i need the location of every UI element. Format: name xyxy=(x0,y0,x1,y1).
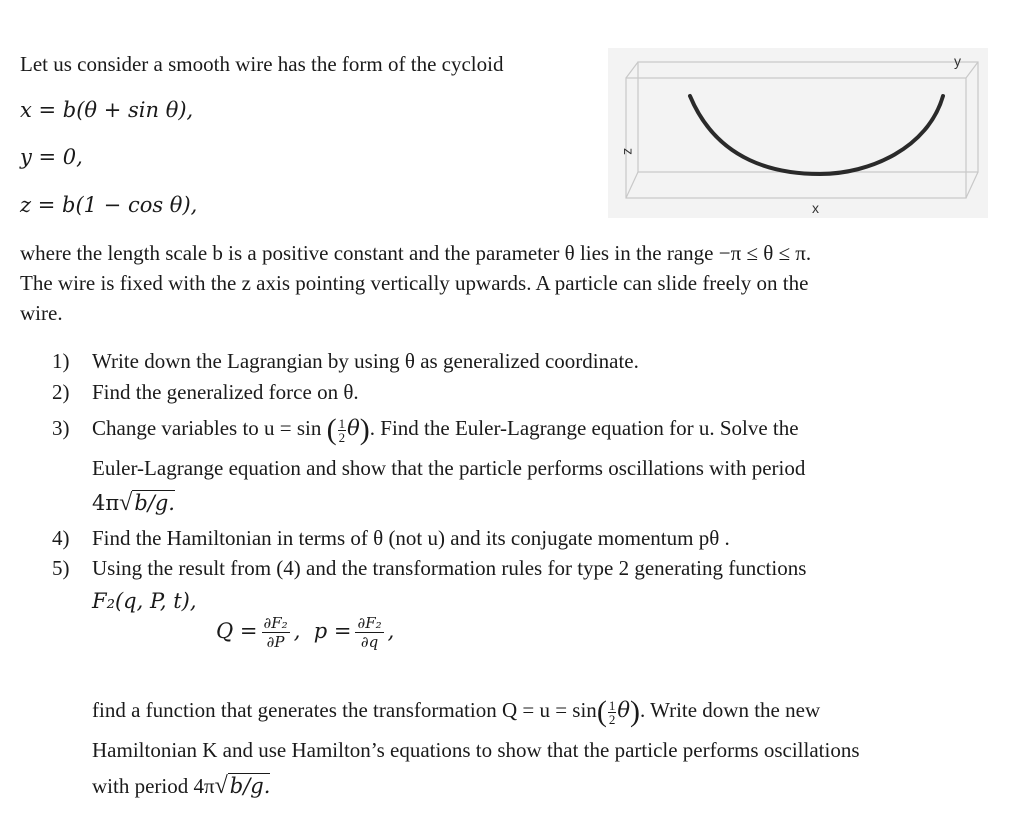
question-2 xyxy=(52,374,970,410)
question-4-number: 4) xyxy=(52,526,70,550)
axis-label-y: y xyxy=(954,53,961,69)
question-3-number: 3) xyxy=(52,416,70,440)
cycloid-figure xyxy=(608,48,988,218)
cycloid-diagram xyxy=(608,48,988,218)
question-5-text: Using the result from (4) and the transformation rules for type 2 generating functions xyxy=(92,556,807,580)
question-3-line-2: Euler-Lagrange equation and show that the particle performs oscillations with period xyxy=(92,456,806,480)
equation-y: y = 0, xyxy=(20,145,83,169)
description-line-1: where the length scale b is a positive constant and the parameter θ lies in the range −π ≤ θ ≤ π. xyxy=(20,241,812,265)
question-5-line-2: F₂(q, P, t), xyxy=(92,589,197,613)
question-3: 3) Change variables to u = sin ( $\frac{1}{2}$ θ). Find the Euler-Lagrange equation for u. Solve the xyxy=(52,410,970,448)
half-fraction: $\frac{1}{2}$ xyxy=(338,415,346,445)
intro-text: Let us consider a smooth wire has the form of the cycloid xyxy=(20,52,504,76)
equation-x: x = b(θ + sin θ), xyxy=(20,98,194,122)
question-5-line-5: with period 4π√b/g. xyxy=(92,773,271,799)
question-3-text-a: Change variables to u = sin xyxy=(92,416,322,440)
question-5-line-4: Hamiltonian K and use Hamilton’s equations to show that the particle performs oscillations xyxy=(92,738,860,762)
question-1-text: Write down the Lagrangian by using θ as generalized coordinate. xyxy=(92,349,639,373)
axis-label-z: z xyxy=(621,148,637,155)
equation-z: z = b(1 − cos θ), xyxy=(20,193,198,217)
axis-label-x: x xyxy=(812,200,819,216)
question-5-number: 5) xyxy=(52,556,70,580)
question-2-text: Find the generalized force on θ. xyxy=(92,380,359,404)
question-4-text: Find the Hamiltonian in terms of θ (not u) and its conjugate momentum pθ . xyxy=(92,526,730,550)
question-2-number: 2) xyxy=(52,380,70,404)
question-3-period: 4π√b/g. xyxy=(92,490,175,516)
question-3-text-b: . Find the Euler-Lagrange equation for u. Solve the xyxy=(369,416,799,440)
question-1-number: 1) xyxy=(52,349,70,373)
description-line-3: wire. xyxy=(20,301,63,325)
question-5 xyxy=(52,550,970,586)
question-5-line-3: find a function that generates the transformation Q = u = sin( $\frac{1}{2}$ θ). Write down the new xyxy=(92,695,821,729)
generating-function-equations: Q = $\frac{\text{∂F₂}}{\partial P}$ , p = $\frac{\text{∂F₂}}{\partial q}$ , xyxy=(216,614,395,651)
description-line-2: The wire is fixed with the z axis pointing vertically upwards. A particle can slide freely on the xyxy=(20,271,809,295)
